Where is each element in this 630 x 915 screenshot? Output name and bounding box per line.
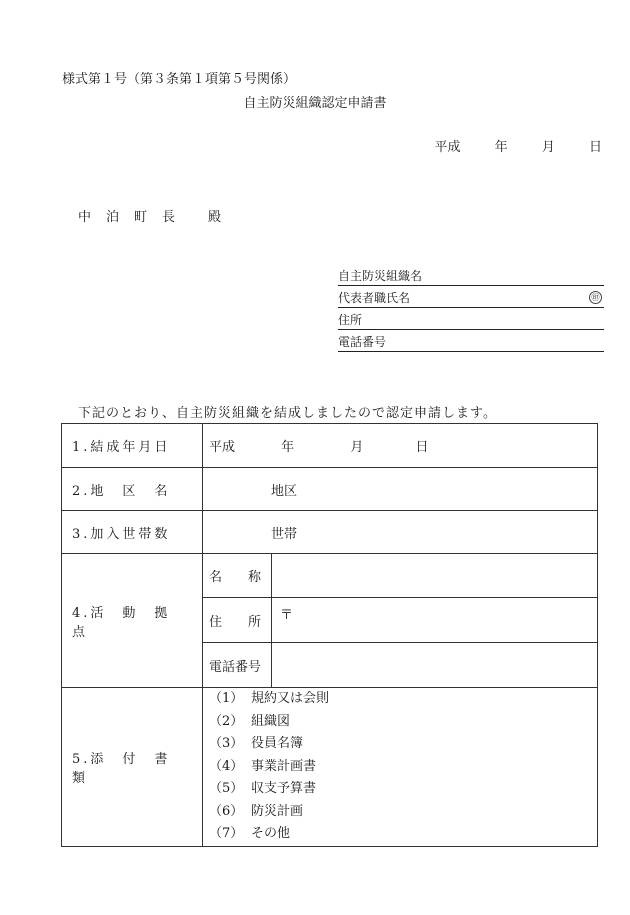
phone-field[interactable] [338, 334, 604, 352]
table-row [62, 468, 598, 511]
application-date [435, 136, 602, 155]
households-cell[interactable] [203, 511, 598, 554]
base-phone-input[interactable] [272, 643, 598, 688]
date-year-unit: 年 [494, 140, 508, 155]
addressee-name: 中泊町長 [78, 210, 191, 225]
established-day-unit: 日 [415, 440, 429, 455]
base-address-input[interactable] [272, 598, 598, 643]
households-unit: 世帯 [271, 526, 298, 542]
district-unit: 地区 [271, 483, 298, 499]
date-day-unit: 日 [588, 140, 602, 155]
households-label: 3.加入世帯数 [62, 511, 203, 554]
application-table [61, 423, 598, 847]
statement: 下記のとおり、自主防災組織を結成しましたので認定申請します。 [78, 406, 497, 421]
form-number: 様式第１号（第３条第１項第５号関係） [62, 72, 297, 87]
representative-label: 代表者職氏名 [338, 291, 411, 305]
addressee [78, 206, 221, 225]
org-name-label: 自主防災組織名 [338, 269, 423, 283]
table-row [62, 424, 598, 468]
attachments-label: 5.添 付 書 類 [62, 688, 203, 847]
established-date-label: 1.結成年月日 [62, 424, 203, 468]
postal-mark: 〒 [280, 608, 294, 623]
seal-icon: ㊞ [589, 291, 602, 304]
base-address-label: 住 所 [203, 598, 272, 643]
district-cell[interactable] [203, 468, 598, 511]
address-label: 住所 [338, 313, 363, 327]
district-label: 2.地 区 名 [62, 468, 203, 511]
document-title: 自主防災組織認定申請書 [243, 96, 387, 111]
table-row [62, 554, 598, 598]
date-era: 平成 [434, 140, 461, 155]
representative-field[interactable] [338, 290, 604, 308]
established-date-cell[interactable] [203, 424, 598, 468]
attachment-item: （6） 防災計画 [209, 803, 304, 819]
phone-label: 電話番号 [338, 335, 387, 349]
attachment-item: （4） 事業計画書 [209, 758, 317, 774]
attachment-item: （1） 規約又は会則 [209, 691, 330, 706]
attachment-item: （7） その他 [209, 826, 291, 841]
activity-base-label: 4.活 動 拠 点 [62, 554, 203, 688]
table-row [62, 688, 598, 847]
attachment-item: （2） 組織図 [209, 713, 291, 729]
date-month-unit: 月 [541, 140, 555, 155]
org-name-field[interactable] [338, 268, 604, 286]
base-name-input[interactable] [272, 554, 598, 598]
established-era: 平成 [209, 440, 236, 455]
base-phone-label: 電話番号 [203, 643, 272, 688]
established-month-unit: 月 [350, 440, 364, 455]
established-year-unit: 年 [281, 440, 295, 455]
attachments-cell [203, 688, 598, 847]
addressee-honorific: 殿 [208, 210, 222, 225]
base-name-label: 名 称 [203, 554, 272, 598]
table-row [62, 511, 598, 554]
address-field[interactable] [338, 312, 604, 330]
attachment-item: （5） 収支予算書 [209, 781, 317, 796]
attachment-item: （3） 役員名簿 [209, 736, 304, 751]
